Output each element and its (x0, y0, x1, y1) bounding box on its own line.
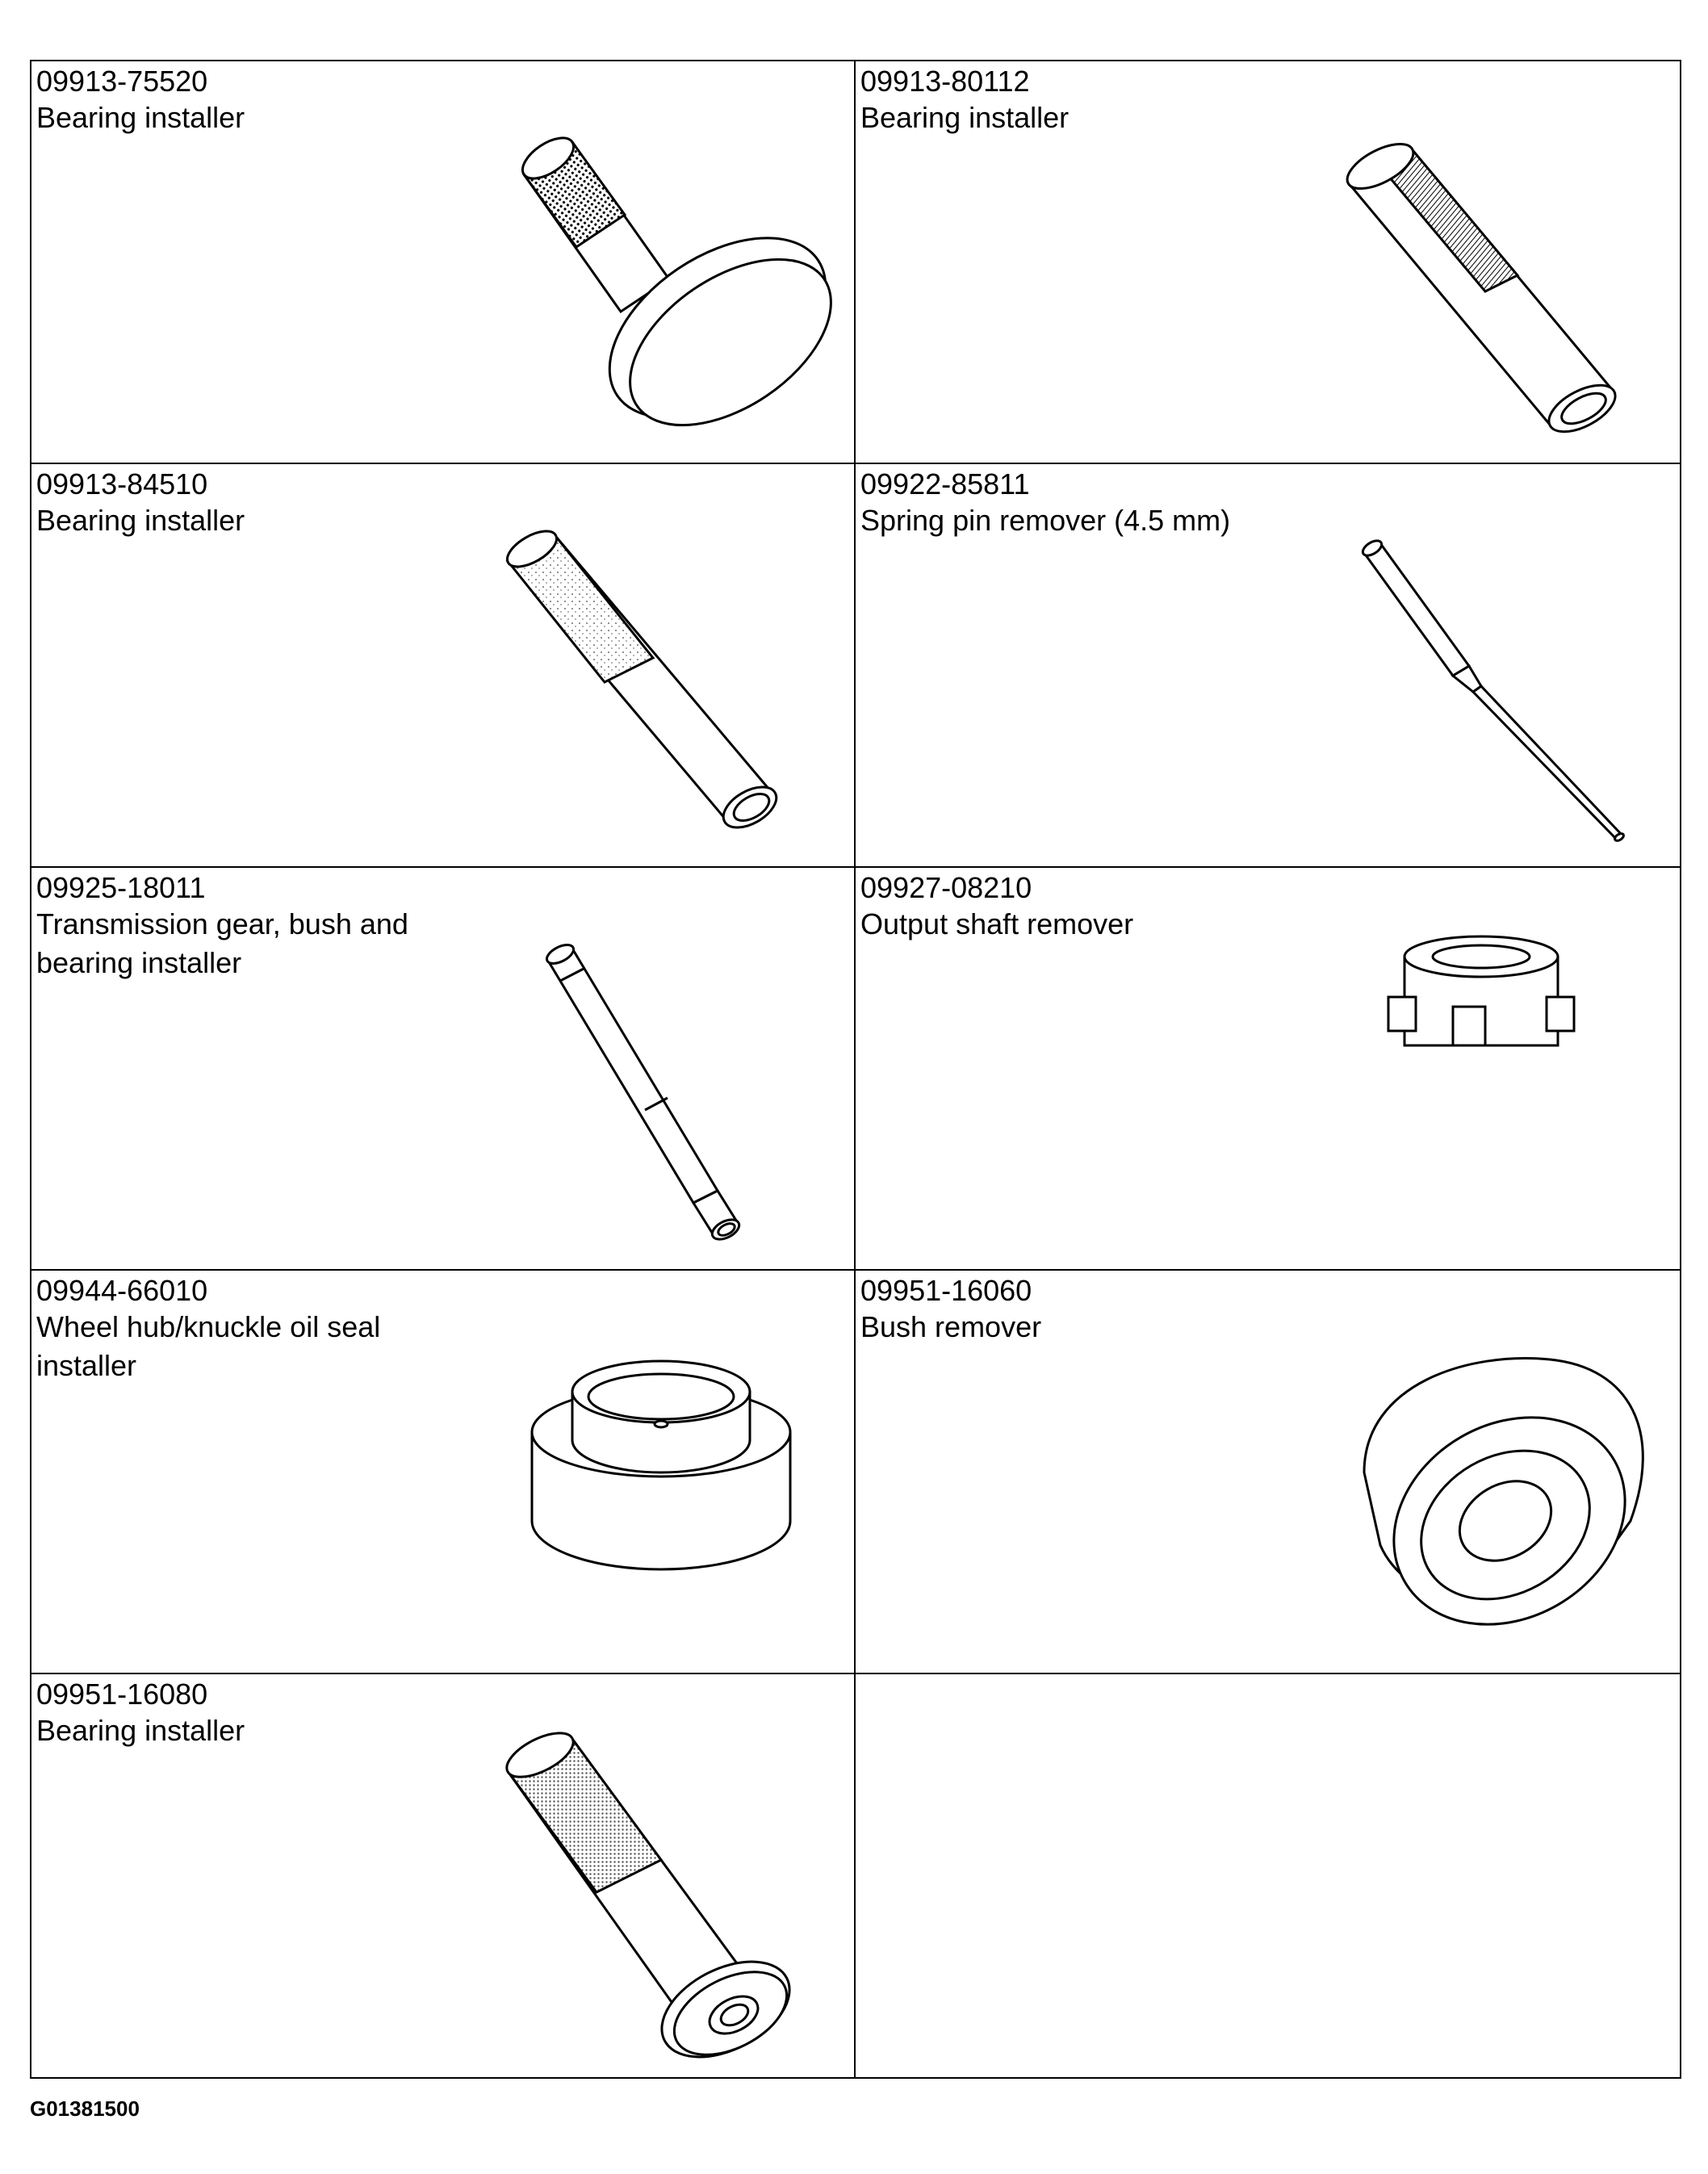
part-number: 09913-75520 (36, 65, 208, 98)
part-number: 09951-16080 (36, 1677, 208, 1711)
part-number: 09925-18011 (36, 870, 206, 904)
tool-name: Wheel hub/knuckle oil seal installer (36, 1310, 381, 1383)
tool-cell (31, 464, 856, 867)
bearing-installer-shaded-icon (484, 1723, 839, 2070)
tool-name: Bearing installer (36, 101, 245, 134)
bush-remover-icon (1308, 1335, 1663, 1658)
tool-name: Bearing installer (860, 101, 1070, 134)
oil-seal-installer-icon (508, 1343, 814, 1602)
spring-pin-remover-icon (1308, 505, 1663, 860)
tool-cell (31, 1271, 856, 1673)
tool-name: Output shaft remover (860, 907, 1134, 940)
part-number: 09922-85811 (860, 467, 1030, 501)
empty-cell (856, 1674, 1680, 2077)
tool-cell (856, 61, 1680, 464)
tool-cell (856, 464, 1680, 867)
special-tools-table (30, 60, 1681, 2079)
bearing-installer-tube-icon (1324, 134, 1679, 464)
figure-id: G01381500 (30, 2097, 140, 2121)
bearing-installer-long-tube-icon (484, 505, 839, 860)
tool-name: Spring pin remover (4.5 mm) (860, 504, 1231, 538)
tool-name: Bearing installer (36, 1713, 245, 1747)
tool-name: Transmission gear, bush and bearing installer (36, 907, 408, 979)
bearing-installer-knurled-disc-icon (484, 102, 839, 457)
part-number: 09951-16060 (860, 1274, 1032, 1308)
tool-name: Bush remover (860, 1310, 1042, 1344)
part-number: 09913-80112 (860, 65, 1030, 98)
part-number: 09913-84510 (36, 467, 208, 501)
part-number: 09944-66010 (36, 1274, 208, 1308)
part-number: 09927-08210 (860, 870, 1032, 904)
output-shaft-remover-icon (1356, 908, 1614, 1070)
tool-cell (856, 868, 1680, 1271)
tool-cell (31, 1674, 856, 2077)
tool-cell (31, 61, 856, 464)
tool-cell (31, 868, 856, 1271)
tool-name: Bearing installer (36, 504, 245, 538)
gear-bush-bearing-installer-icon (516, 916, 806, 1255)
tool-cell (856, 1271, 1680, 1673)
